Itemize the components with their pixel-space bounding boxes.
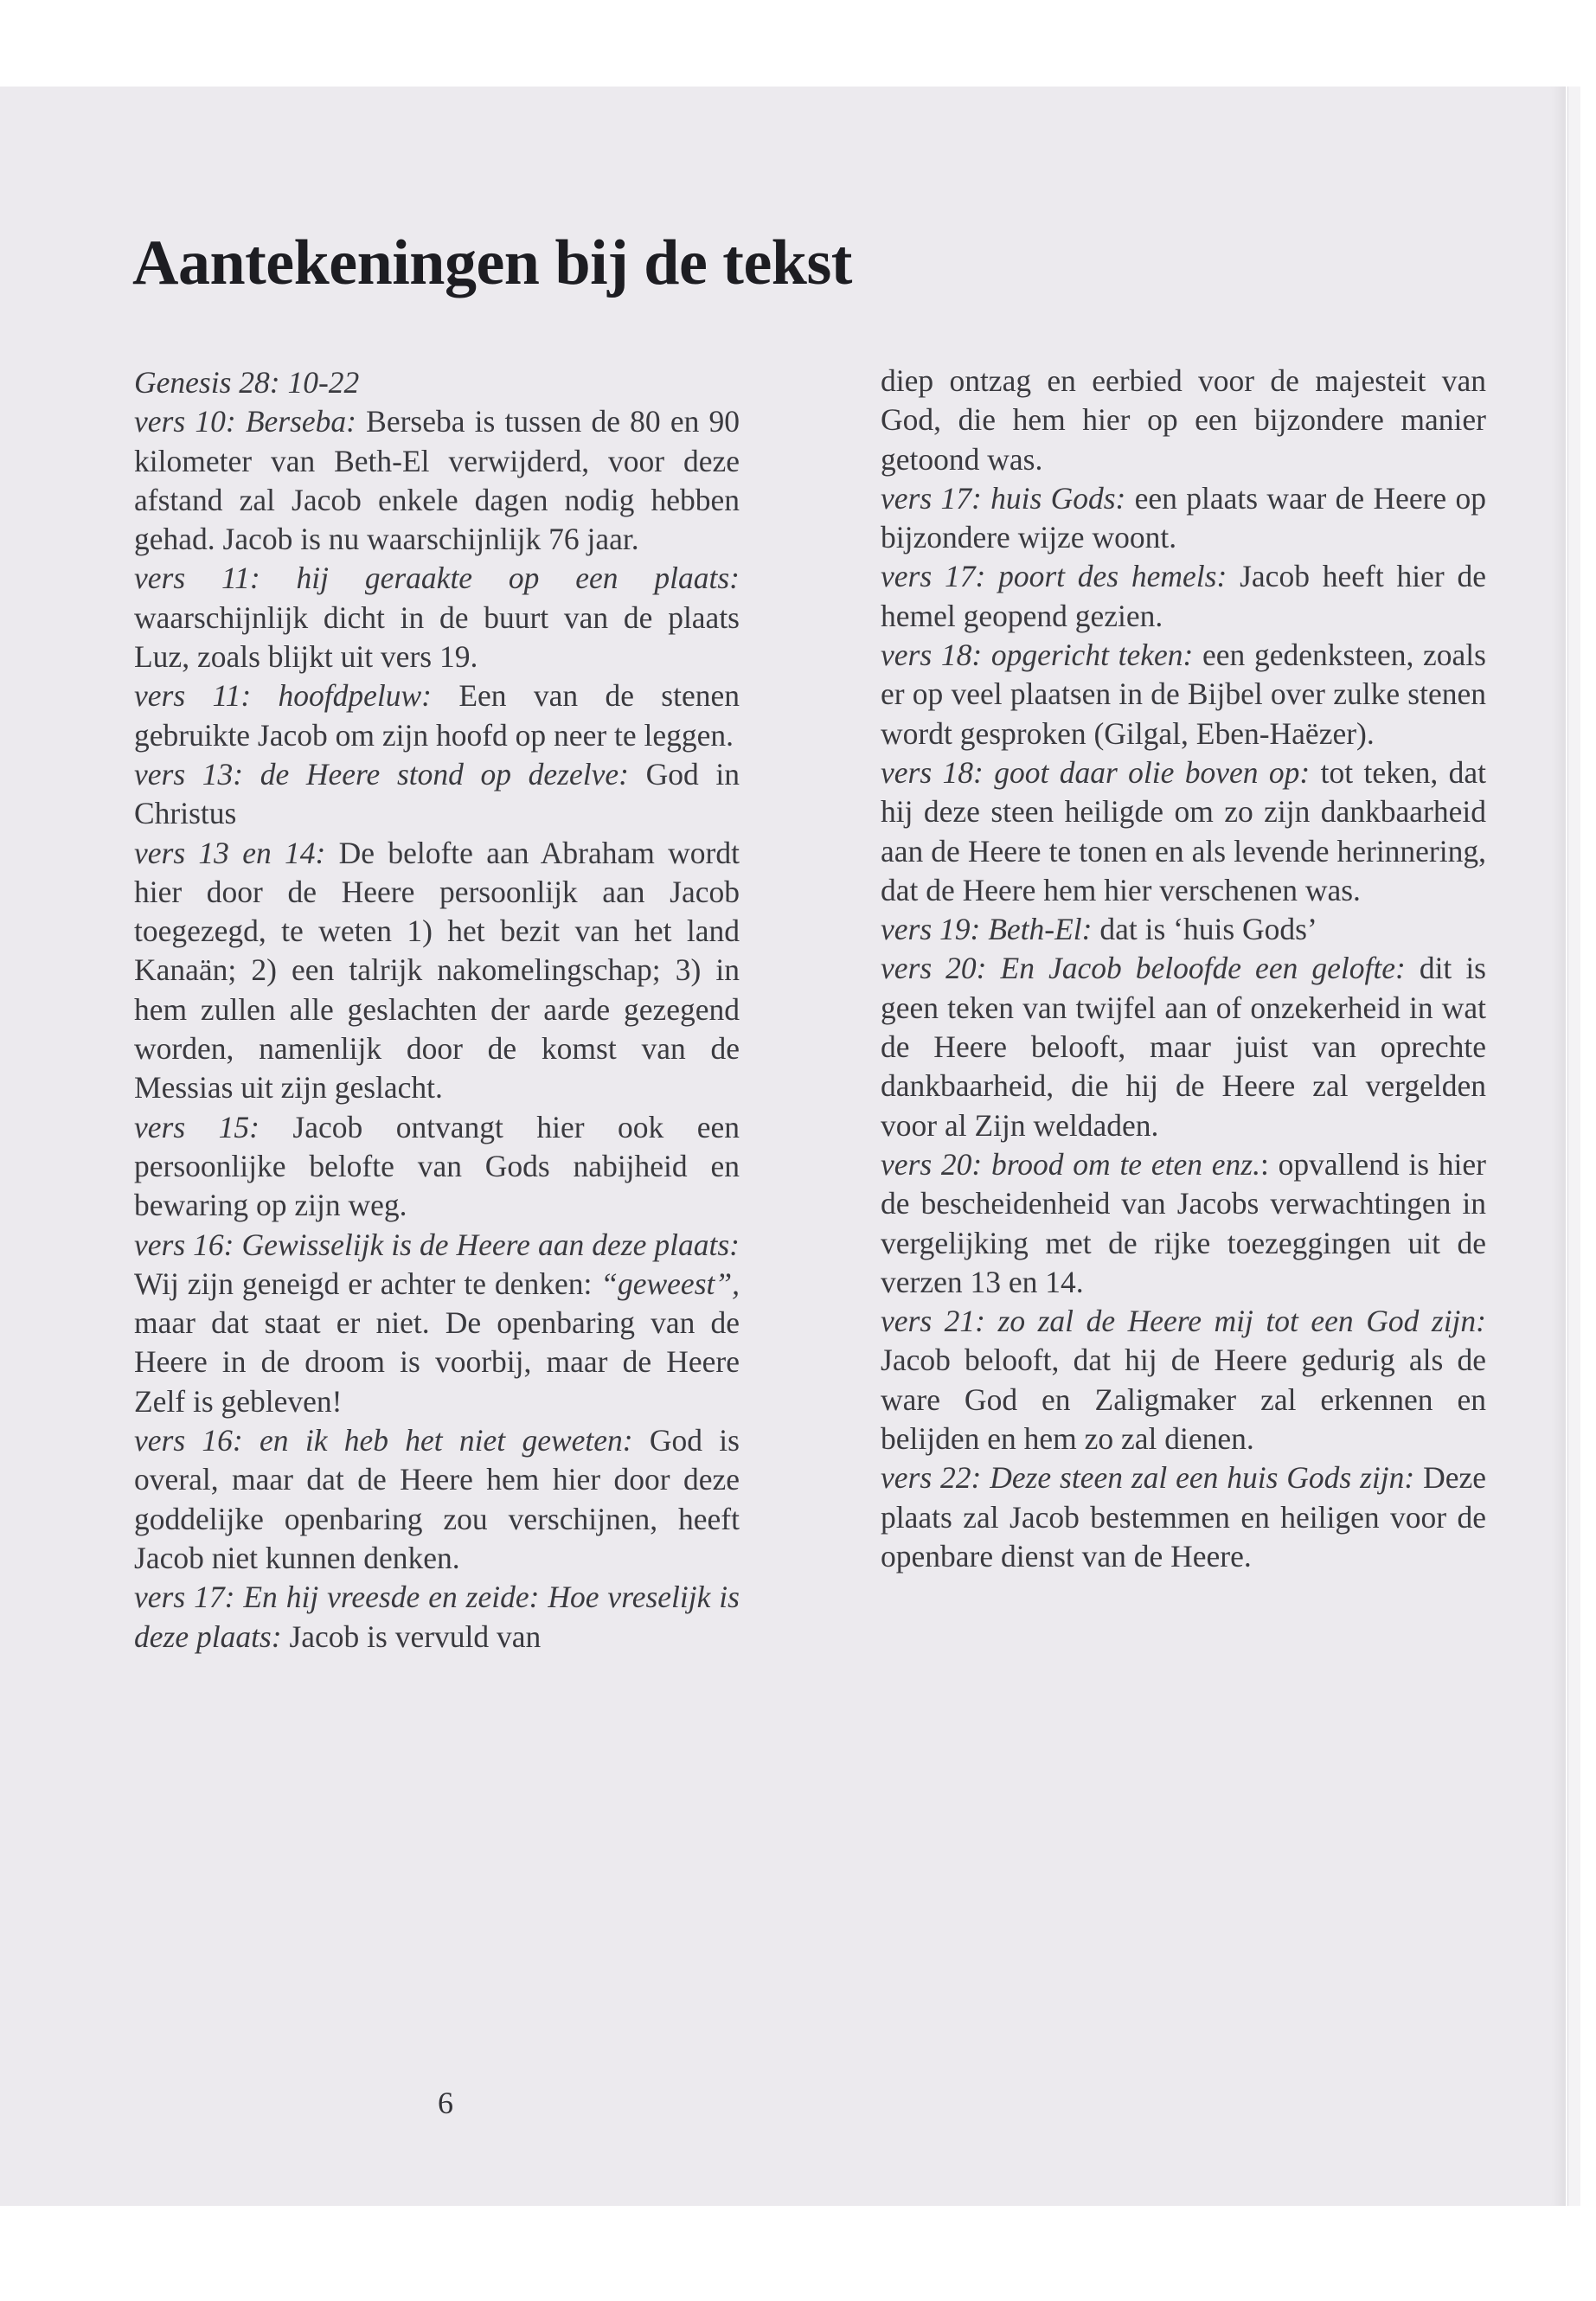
note-paragraph bbox=[881, 479, 1486, 558]
note-paragraph bbox=[881, 949, 1486, 1144]
note-paragraph bbox=[881, 753, 1486, 910]
note-text: dat is ‘huis Gods’ bbox=[1092, 912, 1317, 947]
verse-reference: vers 20: brood om te eten enz. bbox=[881, 1146, 1260, 1182]
note-text: : opvallend is hier de bescheidenheid van Jacobs verwachtingen in vergelijking met de rijke toezeggingen uit de verzen 13 en 14. bbox=[881, 1146, 1486, 1299]
note-text: Jacob belooft, dat hij de Heere gedurig als de ware God en Zaligmaker zal erkennen en belijden en hem zo zal dienen. bbox=[881, 1343, 1486, 1457]
note-paragraph bbox=[881, 1145, 1486, 1302]
verse-reference: vers 11: hij geraakte op een plaats: bbox=[134, 561, 740, 596]
verse-reference: vers 11: hoofdpeluw: bbox=[134, 678, 432, 714]
verse-reference: vers 13 en 14: bbox=[134, 835, 326, 870]
note-paragraph bbox=[134, 755, 740, 834]
verse-reference: vers 18: opgericht teken: bbox=[881, 638, 1194, 673]
verse-reference: vers 15: bbox=[134, 1109, 260, 1144]
verse-reference: vers 17: En hij vreesde en zeide: Hoe vreselijk is deze plaats: bbox=[134, 1580, 740, 1654]
verse-reference: vers 19: Beth-El: bbox=[881, 912, 1093, 947]
verse-reference: vers 10: Berseba: bbox=[134, 404, 356, 439]
note-paragraph bbox=[134, 559, 740, 676]
page-title: Aantekeningen bij de tekst bbox=[132, 228, 852, 298]
note-text: God in Christus bbox=[134, 756, 740, 831]
note-text: waarschijnlijk dicht in de buurt van de plaats Luz, zoals blijkt uit vers 19. bbox=[134, 599, 740, 675]
note-text: een gedenksteen, zoals er op veel plaatsen in de Bijbel over zulke stenen wordt gesproken (Gilgal, Eben-Haëzer). bbox=[881, 638, 1486, 751]
note-text: God is overal, maar dat de Heere hem hier door deze goddelijke openbaring zou verschijnen, heeft Jacob niet kunnen denken. bbox=[134, 1423, 740, 1575]
note-text: Berseba is tussen de 80 en 90 kilometer van Beth-El verwijderd, voor deze afstand zal Jacob enkele dagen nodig hebben gehad. Jacob is nu waarschijnlijk 76 jaar. bbox=[134, 404, 740, 557]
verse-reference: vers 18: goot daar olie boven op: bbox=[881, 754, 1311, 790]
note-paragraph bbox=[134, 402, 740, 559]
page-number: 6 bbox=[438, 2086, 453, 2120]
note-paragraph bbox=[134, 1421, 740, 1578]
note-text: Jacob ontvangt hier ook een persoonlijke belofte van Gods nabijheid en bewaring op zijn weg. bbox=[134, 1109, 740, 1223]
note-text: Jacob is vervuld van bbox=[281, 1618, 542, 1654]
verse-reference: vers 13: de Heere stond op dezelve: bbox=[134, 756, 629, 792]
note-paragraph bbox=[881, 1302, 1486, 1458]
note-text: diep ontzag en eerbied voor de majesteit van God, die hem hier op een bijzondere manier getoond was. bbox=[881, 363, 1486, 477]
note-paragraph bbox=[881, 1458, 1486, 1576]
note-text: De belofte aan Abraham wordt hier door de Heere persoonlijk aan Jacob toegezegd, te weten 1) het bezit van het land Kanaän; 2) een talrijk nakomelingschap; 3) in hem zullen alle geslachten der aarde gezegend worden, namenlijk door de komst van de Messias uit zijn geslacht. bbox=[134, 835, 740, 1106]
note-paragraph bbox=[881, 362, 1486, 479]
right-column bbox=[881, 362, 1486, 1576]
note-text: Deze plaats zal Jacob bestemmen en heiligen voor de openbare dienst van de Heere. bbox=[881, 1460, 1486, 1574]
page-edge bbox=[1567, 87, 1580, 2206]
verse-reference: vers 21: zo zal de Heere mij tot een God zijn: bbox=[881, 1304, 1486, 1339]
quoted-word: “geweest”, bbox=[600, 1266, 740, 1301]
note-text: Een van de stenen gebruikte Jacob om zijn hoofd op neer te leggen. bbox=[134, 678, 740, 753]
note-text: tot teken, dat hij deze steen heiligde om zo zijn dankbaarheid aan de Heere te tonen en als levende herinnering, dat de Heere hem hier verschenen was. bbox=[881, 754, 1486, 907]
note-text: een plaats waar de Heere op bijzondere wijze woont. bbox=[881, 480, 1486, 555]
verse-reference: Genesis 28: 10-22 bbox=[134, 365, 360, 400]
note-paragraph bbox=[134, 834, 740, 1108]
verse-reference: vers 17: poort des hemels: bbox=[881, 559, 1227, 594]
note-text: dit is geen teken van twijfel aan of onzekerheid in wat de Heere belooft, maar juist van oprechte dankbaarheid, die hij de Heere zal vergelden voor al Zijn weldaden. bbox=[881, 951, 1486, 1143]
note-paragraph bbox=[134, 1226, 740, 1421]
note-text: Jacob heeft hier de hemel geopend gezien. bbox=[881, 559, 1486, 633]
note-text: Wij zijn geneigd er achter te denken: bbox=[134, 1266, 601, 1301]
verse-reference: vers 16: en ik heb het niet geweten: bbox=[134, 1423, 633, 1458]
verse-reference: vers 22: Deze steen zal een huis Gods zijn: bbox=[881, 1460, 1415, 1496]
note-paragraph bbox=[134, 676, 740, 755]
note-paragraph bbox=[134, 363, 740, 402]
verse-reference: vers 20: En Jacob beloofde een gelofte: bbox=[881, 951, 1406, 986]
note-paragraph bbox=[134, 1578, 740, 1657]
note-paragraph bbox=[881, 636, 1486, 753]
verse-reference: vers 17: huis Gods: bbox=[881, 480, 1126, 516]
note-paragraph bbox=[881, 910, 1486, 949]
verse-reference: vers 16: Gewisselijk is de Heere aan deze plaats: bbox=[134, 1227, 740, 1262]
note-paragraph bbox=[881, 557, 1486, 636]
note-text: maar dat staat er niet. De openbaring van de Heere in de droom is voorbij, maar de Heere Zelf is gebleven! bbox=[134, 1305, 740, 1419]
note-paragraph bbox=[134, 1108, 740, 1226]
left-column bbox=[134, 363, 740, 1657]
